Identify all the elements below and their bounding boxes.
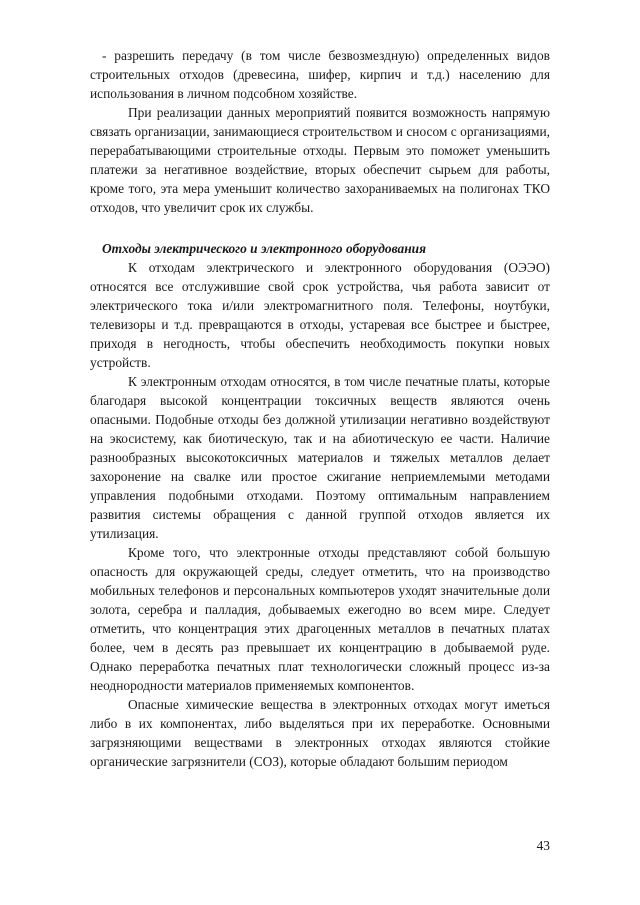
paragraph: Кроме того, что электронные отходы представляют собой большую опасность для окружающей среды, следует отметить, что на производство мобильных телефонов и персональных компьютеров уходят значительные доли золота, серебра и палладия, добываемых ежегодно во всем мире. Следует отметить, что концентрация этих драгоценных металлов в печатных платах более, чем в десять раз превышает их концентрацию в добываемой руде. Однако переработка печатных плат технологически сложный процесс из-за неоднородности материалов применяемых компонентов.: [90, 545, 550, 693]
section-heading: Отходы электрического и электронного оборудования: [102, 241, 426, 256]
paragraph: При реализации данных мероприятий появится возможность напрямую связать организации, занимающиеся строительством и сносом с организациями, перерабатывающими строительные отходы. Первым это поможет уменьшить платежи за негативное воздействие, вторых обеспечит сырьем для работы, кроме того, эта мера уменьшит количество захораниваемых на полигонах ТКО отходов, что увеличит срок их службы.: [90, 105, 550, 215]
document-page: [90, 46, 550, 771]
paragraph: Опасные химические вещества в электронных отходах могут иметься либо в их компонентах, либо выделяться при их переработке. Основными загрязняющими веществами в электронных отходах являются стойкие органические загрязнители (СОЗ), которые обладают большим периодом: [90, 697, 550, 769]
page-number: 43: [536, 838, 550, 853]
paragraph: К электронным отходам относятся, в том числе печатные платы, которые благодаря высокой концентрации токсичных веществ являются очень опасными. Подобные отходы без должной утилизации негативно воздействуют на экосистему, как биотическую, так и на абиотическую ее части. Наличие разнообразных высокотоксичных материалов и тяжелых металлов делает захоронение на свалке или простое сжигание неприемлемыми методами управления подобными отходами. Поэтому оптимальным направлением развития системы обращения с данной группой отходов является их утилизация.: [90, 374, 550, 541]
section-spacer: [90, 217, 550, 239]
bullet-paragraph: - разрешить передачу (в том числе безвозмездную) определенных видов строительных отходов (древесина, шифер, кирпич и т.д.) населению для использования в личном подсобном хозяйстве.: [90, 48, 550, 101]
paragraph: К отходам электрического и электронного оборудования (ОЭЭО) относятся все отслужившие свой срок устройства, чья работа зависит от электрического тока и/или электромагнитного поля. Телефоны, ноутбуки, телевизоры и т.д. превращаются в отходы, устаревая все быстрее и быстрее, приходя в негодность, чтобы обеспечить необходимость покупки новых устройств.: [90, 260, 550, 370]
